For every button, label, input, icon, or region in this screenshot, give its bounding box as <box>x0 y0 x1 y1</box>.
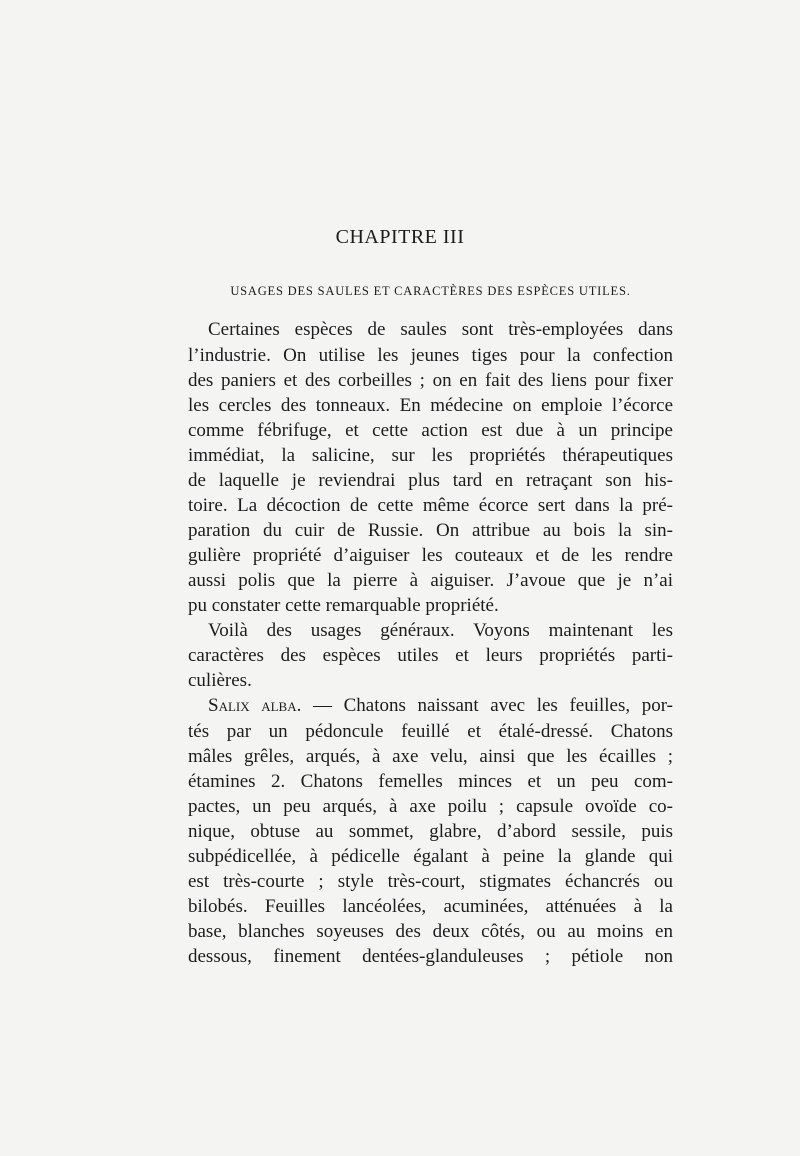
text-line-rest: — Chatons naissant avec les feuilles, por- <box>301 695 673 716</box>
text-line: Certaines espèces de saules sont très-employées dans <box>208 319 673 340</box>
text-line: bilobés. Feuilles lancéolées, acuminées, atténuées à la <box>188 896 673 917</box>
text-line: de laquelle je reviendrai plus tard en retraçant son his- <box>188 470 673 491</box>
chapter-subtitle: USAGES DES SAULES ET CARACTÈRES DES ESPÈCES UTILES. <box>230 284 631 298</box>
text-line: nique, obtuse au sommet, glabre, d’abord sessile, puis <box>188 821 673 842</box>
text-line: toire. La décoction de cette même écorce sert dans la pré- <box>188 495 673 516</box>
text-line: les cercles des tonneaux. En médecine on emploie l’écorce <box>188 395 673 416</box>
text-line: pu constater cette remarquable propriété. <box>188 595 499 616</box>
text-line: caractères des espèces utiles et leurs propriétés parti- <box>188 645 673 666</box>
text-line: base, blanches soyeuses des deux côtés, ou au moins en <box>188 921 673 942</box>
text-line: dessous, finement dentées-glanduleuses ; pétiole non <box>188 946 673 967</box>
text-line: l’industrie. On utilise les jeunes tiges pour la confection <box>188 345 673 366</box>
text-line: tés par un pédoncule feuillé et étalé-dressé. Chatons <box>188 721 673 742</box>
text-line: pactes, un peu arqués, à axe poilu ; capsule ovoïde co- <box>188 796 673 817</box>
text-line: aussi polis que la pierre à aiguiser. J’avoue que je n’ai <box>188 570 673 591</box>
text-line: mâles grêles, arqués, à axe velu, ainsi que les écailles ; <box>188 746 673 767</box>
text-line: gulière propriété d’aiguiser les couteaux et de les rendre <box>188 545 673 566</box>
text-line-species-heading <box>208 694 673 718</box>
text-line: est très-courte ; style très-court, stigmates échancrés ou <box>188 871 673 892</box>
text-line: étamines 2. Chatons femelles minces et un peu com- <box>188 771 673 792</box>
text-line: paration du cuir de Russie. On attribue au bois la sin- <box>188 520 673 541</box>
text-line: culières. <box>188 670 252 691</box>
text-line: immédiat, la salicine, sur les propriétés thérapeutiques <box>188 445 673 466</box>
species-name: Salix alba. <box>208 695 302 716</box>
text-line: comme fébrifuge, et cette action est due à un principe <box>188 420 673 441</box>
text-line: subpédicellée, à pédicelle égalant à peine la glande qui <box>188 846 673 867</box>
text-line: Voilà des usages généraux. Voyons maintenant les <box>208 620 673 641</box>
chapter-title: CHAPITRE III <box>335 226 465 248</box>
text-line: des paniers et des corbeilles ; on en fait des liens pour fixer <box>188 370 673 391</box>
